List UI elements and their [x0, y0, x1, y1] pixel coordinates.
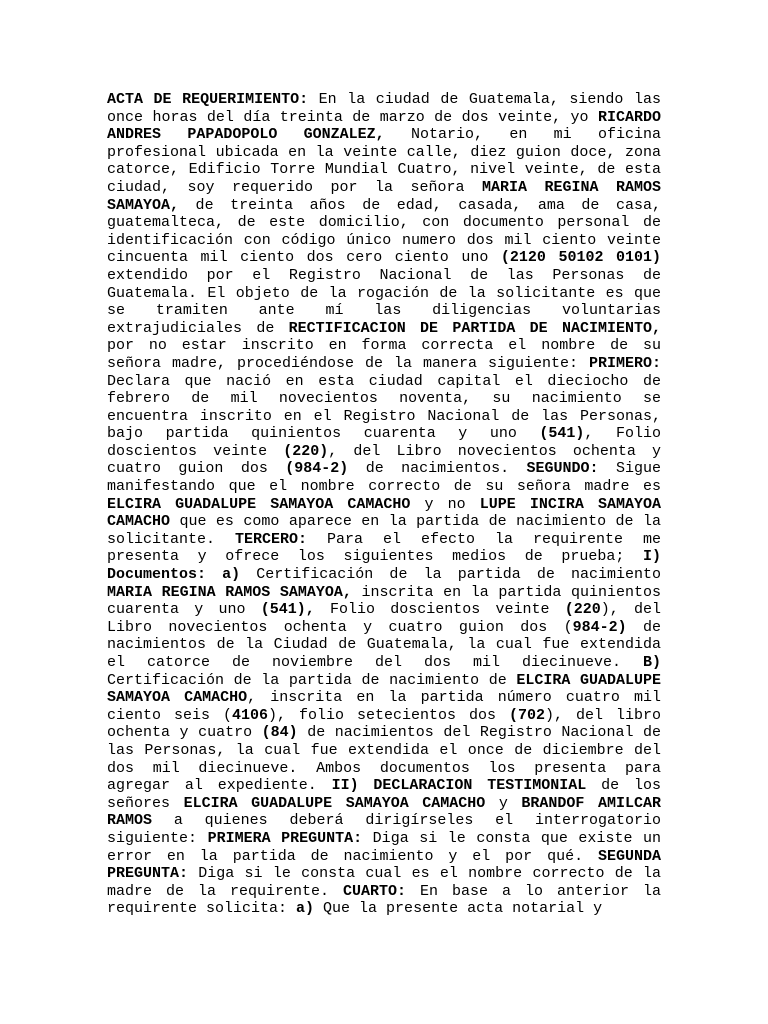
bold-text-segment: SEGUNDO: [526, 460, 599, 478]
text-segment: inscrita en la partida quinientos cuarenta y uno [107, 583, 661, 619]
bold-text-segment: ELCIRA GUADALUPE SAMAYOA CAMACHO [107, 495, 411, 513]
text-segment: Que la presente acta notarial y [314, 900, 603, 918]
text-segment: ), del Libro novecientos ochenta y cuatro guion dos ( [107, 601, 661, 636]
bold-text-segment: II) DECLARACION TESTIMONIAL [331, 777, 587, 795]
bold-text-segment: I) Documentos: a) [107, 548, 661, 584]
text-segment: de nacimientos de la Ciudad de Guatemala, la cual fue extendida el catorce de noviembre del dos mil diecinueve. [107, 618, 661, 671]
text-segment: Diga si le consta que existe un error en la partida de nacimiento y el por qué. [107, 829, 661, 865]
bold-text-segment: RICARDO ANDRES PAPADOPOLO GONZALEZ, [107, 108, 661, 144]
bold-text-segment: (541), [260, 601, 315, 619]
text-segment: , del Libro novecientos ochenta y cuatro guion dos [107, 442, 661, 478]
text-segment: ), del libro ochenta y cuatro [107, 706, 661, 742]
text-segment: Para el efecto la requirente me presenta y ofrece los siguientes medios de prueba; [107, 530, 661, 566]
bold-text-segment: (220 [564, 601, 601, 619]
text-segment: Sigue manifestando que el nombre correcto de su señora madre es [107, 460, 661, 496]
bold-text-segment: (702 [508, 706, 545, 724]
text-segment: Folio doscientos veinte [314, 601, 565, 619]
text-segment: Diga si le consta cual es el nombre correcto de la madre de la requirente. [107, 865, 661, 900]
text-segment: Certificación de la partida de nacimiento [240, 566, 661, 584]
text-segment: de nacimientos del Registro Nacional de las Personas, la cual fue extendida el once de diciembre del dos mil diecinueve. Ambos documentos los presenta para agregar al expediente. [107, 724, 661, 795]
bold-text-segment: (220) [283, 442, 329, 460]
text-segment: de nacimientos. [348, 460, 527, 478]
text-segment: extendido por el Registro Nacional de las Personas de Guatemala. El objeto de la rogación de la solicitante es que se tramiten ante mí las diligencias voluntarias extrajudiciales de [107, 266, 661, 337]
bold-text-segment: (2120 50102 0101) [500, 249, 662, 267]
text-segment: En base a lo anterior la requirente solicita: [107, 882, 661, 918]
text-segment: por no estar inscrito en forma correcta el nombre de su señora madre, procediéndose de la manera siguiente: [107, 337, 661, 372]
bold-text-segment: CUARTO: [343, 882, 407, 900]
text-segment: Certificación de la partida de nacimiento de [107, 671, 517, 689]
text-segment: a quienes deberá dirigírseles el interrogatorio siguiente: [107, 812, 661, 847]
bold-text-segment: SEGUNDA PREGUNTA: [107, 847, 661, 883]
bold-text-segment: LUPE INCIRA SAMAYOA CAMACHO [107, 495, 662, 531]
bold-text-segment: MARIA REGINA RAMOS SAMAYOA, [107, 583, 352, 601]
bold-text-segment: (984-2) [285, 460, 349, 478]
bold-text-segment: (541) [539, 425, 585, 443]
text-segment: , inscrita en la partida número cuatro mil ciento seis ( [107, 689, 661, 724]
text-segment: Notario, en mi oficina profesional ubicada en la veinte calle, diez guion doce, zona catorce, Edificio Torre Mundial Cuatro, nivel veinte, de esta ciudad, soy requerido por la señora [107, 126, 661, 196]
bold-text-segment: RECTIFICACION DE PARTIDA DE NACIMIENTO, [288, 319, 661, 337]
text-segment: , Folio doscientos veinte [107, 425, 661, 460]
bold-text-segment: ELCIRA GUADALUPE SAMAYOA CAMACHO [107, 671, 661, 707]
bold-text-segment: TERCERO: [235, 530, 308, 548]
bold-text-segment: (84) [261, 724, 298, 742]
text-segment: que es como aparece en la partida de nacimiento de la solicitante. [107, 513, 661, 548]
bold-text-segment: B) [642, 654, 661, 671]
bold-text-segment: ACTA DE REQUERIMIENTO: [107, 91, 309, 108]
bold-text-segment: MARIA REGINA RAMOS SAMAYOA, [107, 178, 661, 214]
text-segment: En la ciudad de Guatemala, siendo las once horas del día treinta de marzo de dos veinte, yo [107, 91, 661, 126]
bold-text-segment: a) [296, 900, 315, 918]
bold-text-segment: PRIMERO: [588, 354, 661, 372]
document-body-paragraph [107, 91, 661, 918]
bold-text-segment: 984-2) [572, 618, 627, 636]
bold-text-segment: 4106 [231, 706, 268, 724]
bold-text-segment: PRIMERA PREGUNTA: [207, 829, 363, 847]
text-segment: Declara que nació en esta ciudad capital el dieciocho de febrero de mil novecientos noventa, su nacimiento se encuentra inscrito en el Registro Nacional de las Personas, bajo partida quinientos cuarenta y uno [107, 372, 661, 443]
document-page [107, 91, 661, 918]
text-segment: de los señores [107, 777, 661, 812]
text-segment: y [485, 794, 522, 812]
bold-text-segment: ELCIRA GUADALUPE SAMAYOA CAMACHO [183, 794, 486, 812]
bold-text-segment: BRANDOF AMILCAR RAMOS [107, 794, 661, 830]
text-segment: ), folio setecientos dos [268, 706, 509, 724]
text-segment: y no [410, 495, 480, 513]
text-segment: de treinta años de edad, casada, ama de casa, guatemalteca, de este domicilio, con documento personal de identificación con código único numero dos mil ciento veinte cincuenta mil ciento dos cero ciento uno [107, 196, 661, 267]
